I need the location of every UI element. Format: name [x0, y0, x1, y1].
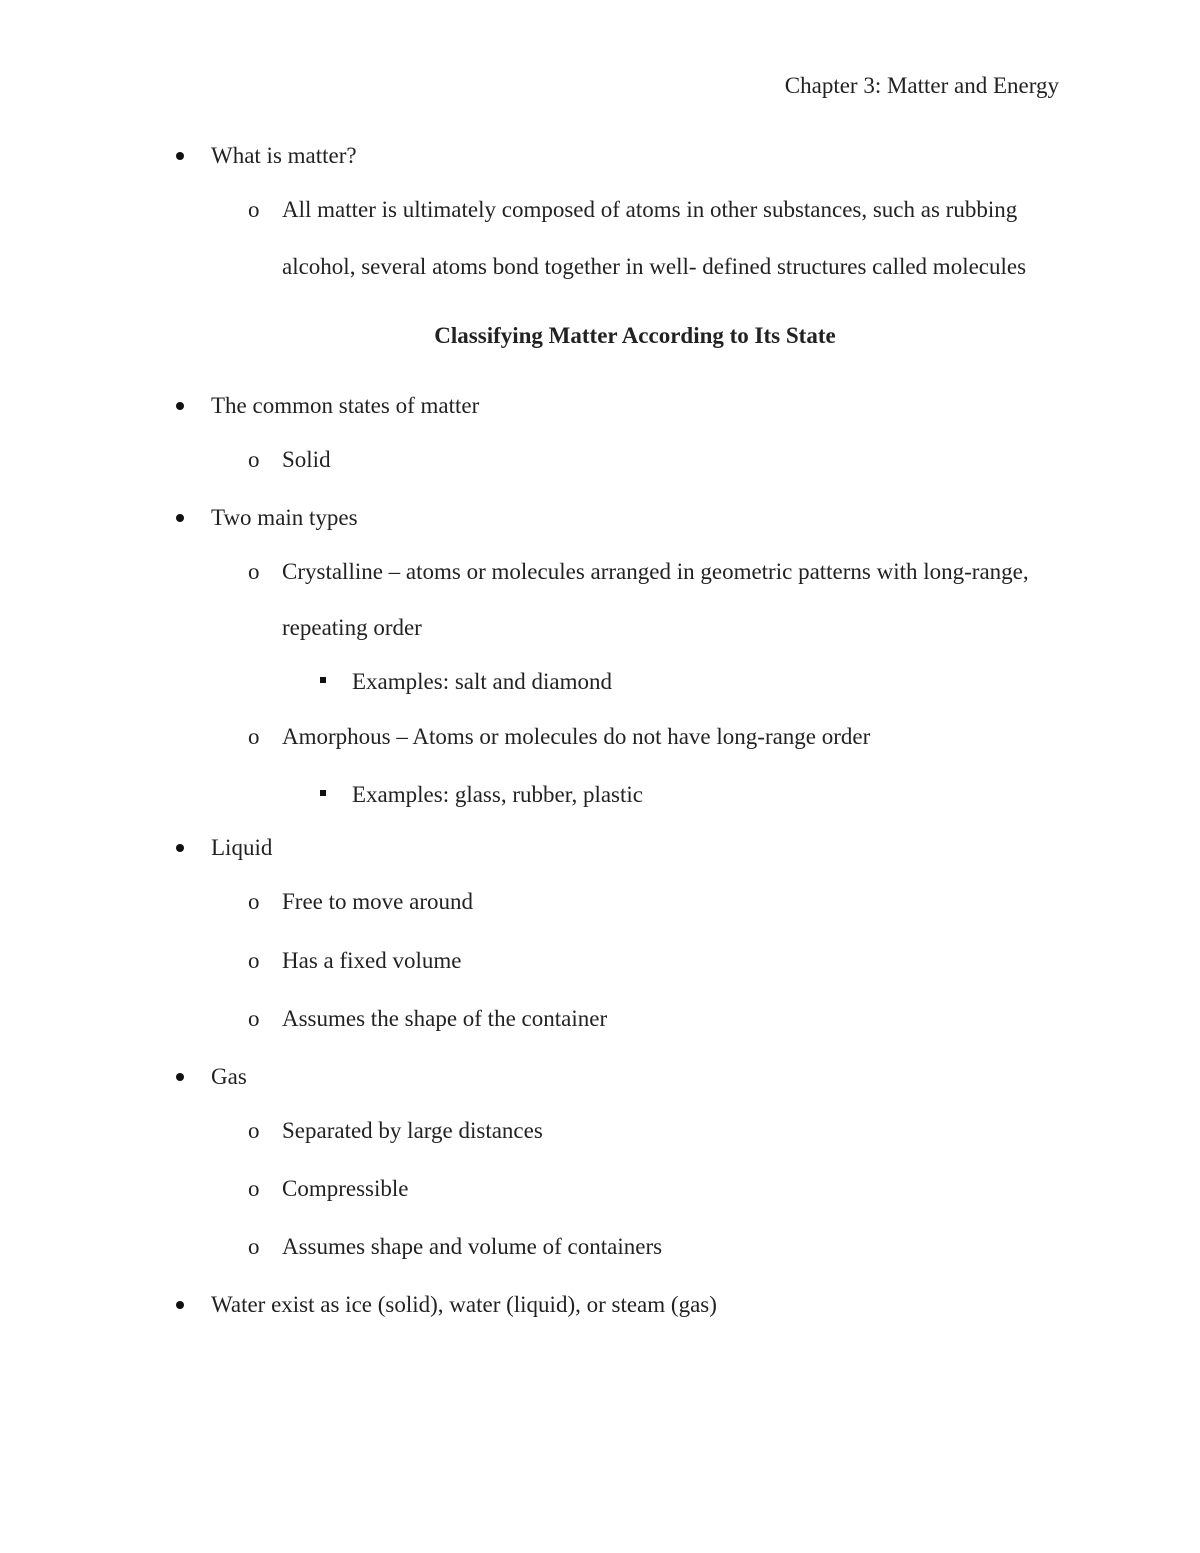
sub-bullet-icon: o — [248, 948, 260, 973]
sub-bullet-icon: o — [248, 447, 260, 472]
bullet-icon — [176, 402, 184, 410]
sub-bullet-icon: o — [248, 559, 260, 584]
sub-bullet-icon: o — [248, 889, 260, 914]
sub-bullet-icon: o — [248, 1006, 260, 1031]
sub-bullet-item: Separated by large distances — [282, 1118, 543, 1143]
sub-bullet-icon: o — [248, 197, 260, 222]
running-header: Chapter 3: Matter and Energy — [784, 73, 1059, 98]
bullet-item: Liquid — [211, 835, 273, 860]
sub-bullet-item: All matter is ultimately composed of atoms in other substances, such as rubbing — [282, 197, 1018, 222]
sub-sub-bullet-item: Examples: salt and diamond — [352, 669, 612, 694]
sub-sub-bullet-item: Examples: glass, rubber, plastic — [352, 782, 643, 807]
square-bullet-icon — [320, 677, 326, 683]
bullet-icon — [176, 844, 184, 852]
sub-bullet-item: Solid — [282, 447, 331, 472]
sub-bullet-item: Assumes the shape of the container — [282, 1006, 608, 1031]
sub-bullet-item: Has a fixed volume — [282, 948, 462, 973]
sub-bullet-item-continuation: alcohol, several atoms bond together in well- defined structures called molecules — [282, 254, 1027, 279]
sub-bullet-item-continuation: repeating order — [282, 615, 422, 640]
section-heading: Classifying Matter According to Its State — [434, 323, 836, 348]
sub-bullet-icon: o — [248, 724, 260, 749]
bullet-icon — [176, 1301, 184, 1309]
sub-bullet-item: Free to move around — [282, 889, 473, 914]
sub-bullet-item: Assumes shape and volume of containers — [282, 1234, 663, 1259]
sub-bullet-icon: o — [248, 1176, 260, 1201]
sub-bullet-item: Amorphous – Atoms or molecules do not have long-range order — [282, 724, 871, 749]
bullet-item: Two main types — [211, 505, 358, 530]
bullet-icon — [176, 514, 184, 522]
bullet-item: Gas — [211, 1064, 247, 1089]
sub-bullet-icon: o — [248, 1234, 260, 1259]
sub-bullet-item: Compressible — [282, 1176, 409, 1201]
sub-bullet-item: Crystalline – atoms or molecules arranged in geometric patterns with long-range, — [282, 559, 1029, 584]
bullet-item: The common states of matter — [211, 393, 480, 418]
bullet-item: Water exist as ice (solid), water (liquid), or steam (gas) — [211, 1292, 717, 1317]
bullet-icon — [176, 1073, 184, 1081]
square-bullet-icon — [320, 790, 326, 796]
bullet-icon — [176, 152, 184, 160]
sub-bullet-icon: o — [248, 1118, 260, 1143]
bullet-item: What is matter? — [211, 143, 357, 168]
